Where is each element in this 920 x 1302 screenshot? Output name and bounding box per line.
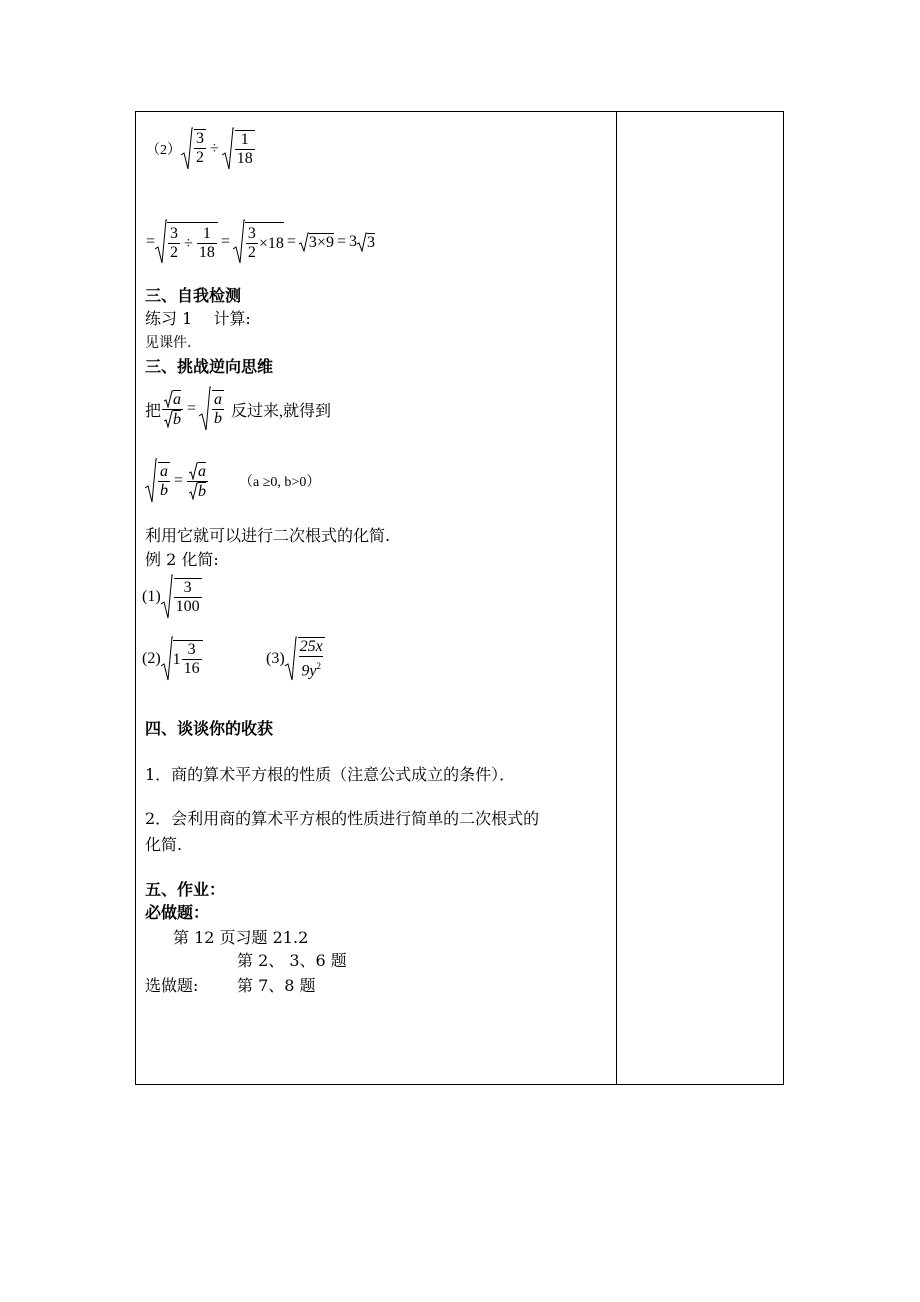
radical-sign-icon [145, 458, 157, 504]
example2-heading: 例 2 化简: [145, 550, 219, 569]
radical-sign-icon [181, 127, 193, 171]
radical-sign-icon [222, 127, 234, 171]
fraction: $\frac{1}{18}$ [236, 131, 253, 167]
section-heading: 三、自我检测 [145, 286, 242, 305]
example2-part2: (2) 1 $\frac{3}{16}$ [142, 636, 203, 682]
radical-sign-icon [233, 219, 245, 265]
homework-line: 第 2、 3、6 题 [237, 951, 347, 970]
example1-problem: （2） $\frac{3}{2}$ ÷ $\frac{1}{18}$ [146, 127, 256, 171]
section-heading: 五、作业： [145, 880, 226, 899]
radical-sign-icon [357, 232, 367, 252]
section-heading: 三、挑战逆向思维 [145, 357, 274, 376]
radical-sign-icon [161, 636, 173, 682]
optional-items: 第 7、8 题 [237, 976, 316, 995]
homework-line: 第 12 页习题 21.2 [173, 928, 309, 947]
example2-part3: (3) $\frac{25x}{9y^2}$ [266, 636, 326, 682]
part-label: （2） [146, 143, 181, 158]
column-divider [616, 111, 617, 1085]
example2-part1: (1) $\frac{3}{100}$ [142, 574, 203, 620]
example1-solution: = $\frac{3}{2}$ ÷ $\frac{1}{18}$ = $\frac{3}{2}$ × 18 = 3 × 9 = 3 3 [146, 219, 375, 265]
fraction: $\frac{3}{2}$ [196, 129, 204, 166]
summary-item-2-continued: 化简. [145, 835, 183, 854]
summary-item-1: 1．商的算术平方根的性质（注意公式成立的条件）． [145, 765, 516, 784]
section-heading: 四、谈谈你的收获 [145, 719, 274, 738]
radical-sign-icon [299, 232, 309, 252]
radical-sign-icon [199, 386, 211, 432]
required-label: 必做题： [145, 903, 210, 922]
reverse-formula-line: 把 $\frac{a}{b}$ = $\frac{a}{b}$ 反过来,就得到 [145, 386, 331, 432]
usage-line: 利用它就可以进行二次根式的化简. [145, 526, 391, 545]
radical-sign-icon [161, 574, 173, 620]
optional-label: 选做题: [145, 976, 199, 995]
fraction: $\frac{a}{b}$ [162, 390, 183, 429]
quotient-rule-formula: $\frac{a}{b}$ = $\frac{a}{b}$ （a ≥0, b>0） [145, 458, 320, 509]
note-line: 见课件. [145, 335, 192, 351]
practice-line: 练习 1 计算: [145, 309, 251, 328]
summary-item-2: 2．会利用商的算术平方根的性质进行简单的二次根式的 [145, 809, 540, 828]
radical-sign-icon [155, 219, 167, 265]
radical-sign-icon [285, 636, 297, 682]
condition-text: （a ≥0, b>0） [239, 475, 321, 490]
